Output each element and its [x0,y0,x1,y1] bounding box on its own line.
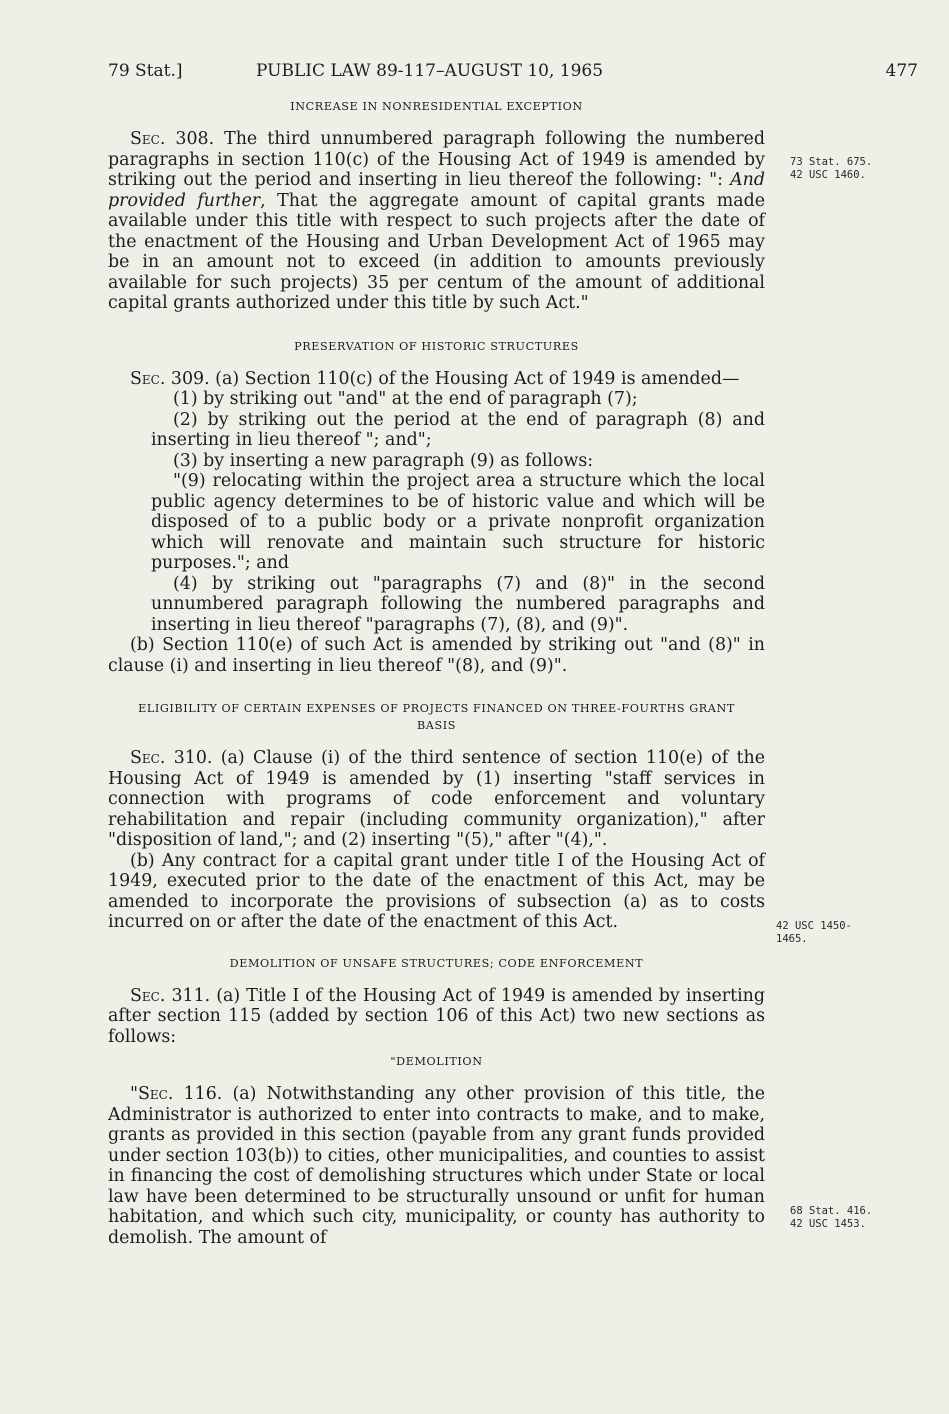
law-title: PUBLIC LAW 89-117–AUGUST 10, 1965 [256,61,604,81]
list-item: (4) by striking out "paragraphs (7) and (8)" in the second unnumbered paragraph following the numbered paragraphs and inserting in lieu thereof "paragraphs (7), (8), and (9)". [151,573,765,635]
section-308: Sec. 308. The third unnumbered paragraph following the numbered paragraphs in section 110(c) of the Housing Act of 1949 is amended by striking out the period and inserting in lieu thereof the following: ": And provided further, That the aggregate amount of capital grants made available under this title with respect to such projects after the date of the enactment of the Housing and Urban Development Act of 1965 may be in an amount not to exceed (in addition to amounts previously available for such projects) 35 per centum of the amount of additional capital grants authorized under this title by such Act." [108,129,765,313]
margin-note: 68 Stat. 416. 42 USC 1453. [790,1205,873,1230]
section-116-a: "Sec. 116. (a) Notwithstanding any other provision of this title, the Administrator is authorized to enter into contracts to make, and to make, grants as provided in this section (payable from any grant funds provided under section 103(b)) to cities, other municipalities, and counties to assist in financing the cost of demolishing structures which under State or local law have been determined to be structurally unsound or unfit for human habitation, and which such city, municipality, or county has authority to demolish. The amount of [108,1084,765,1248]
section-310-a: Sec. 310. (a) Clause (i) of the third sentence of section 110(e) of the Housing Act of 1949 is amended by (1) inserting "staff services in connection with programs of code enforcement and voluntary rehabilitation and repair (including community organization)," after "disposition of land,"; and (2) inserting "(5)," after "(4),". [108,748,765,850]
section-heading: INCREASE IN NONRESIDENTIAL EXCEPTION [290,100,583,113]
section-label: Sec. [130,368,166,389]
margin-note: 73 Stat. 675. 42 USC 1460. [790,156,873,181]
section-311-a: Sec. 311. (a) Title I of the Housing Act of 1949 is amended by inserting after section 115 (added by section 106 of this Act) two new sections as follows: [108,985,765,1047]
list-item: (1) by striking out "and" at the end of paragraph (7); [173,389,638,409]
volume-reference: 79 Stat.] [108,61,183,81]
page-number: 477 [885,61,918,81]
section-309-b: (b) Section 110(e) of such Act is amended by striking out "and (8)" in clause (i) and inserting in lieu thereof "(8), and (9)". [108,635,765,676]
section-heading: ELIGIBILITY OF CERTAIN EXPENSES OF PROJECTS FINANCED ON THREE-FOURTHS GRANT BASIS [138,702,735,732]
subheading-demolition: "DEMOLITION [390,1055,483,1068]
section-310-b: (b) Any contract for a capital grant under title I of the Housing Act of 1949, executed prior to the date of the enactment of this Act, may be amended to incorporate the provisions of subsection (a) as to costs incurred on or after the date of the enactment of this Act. [108,850,765,932]
section-label: Sec. [130,748,166,768]
section-label: Sec. [130,129,166,149]
list-item: (3) by inserting a new paragraph (9) as follows: [173,450,594,471]
section-heading: PRESERVATION OF HISTORIC STRUCTURES [294,339,579,353]
section-heading: DEMOLITION OF UNSAFE STRUCTURES; CODE ENFORCEMENT [229,956,644,970]
section-309-intro: Sec. 309. (a) Section 110(c) of the Housing Act of 1949 is amended— [130,368,740,389]
quoted-paragraph: "(9) relocating within the project area a structure which the local public agency determines to be of historic value and which will be disposed of to a public body or a private nonprofit organization which will renovate and maintain such structure for historic purposes."; and [151,471,765,573]
list-item: (2) by striking out the period at the end of paragraph (8) and inserting in lieu thereof "; and"; [151,409,765,450]
main-text [108,98,765,1248]
section-label: Sec. [130,985,166,1006]
margin-note: 42 USC 1450- 1465. [776,920,852,945]
section-label: "Sec. [130,1084,174,1104]
running-header [108,61,918,85]
